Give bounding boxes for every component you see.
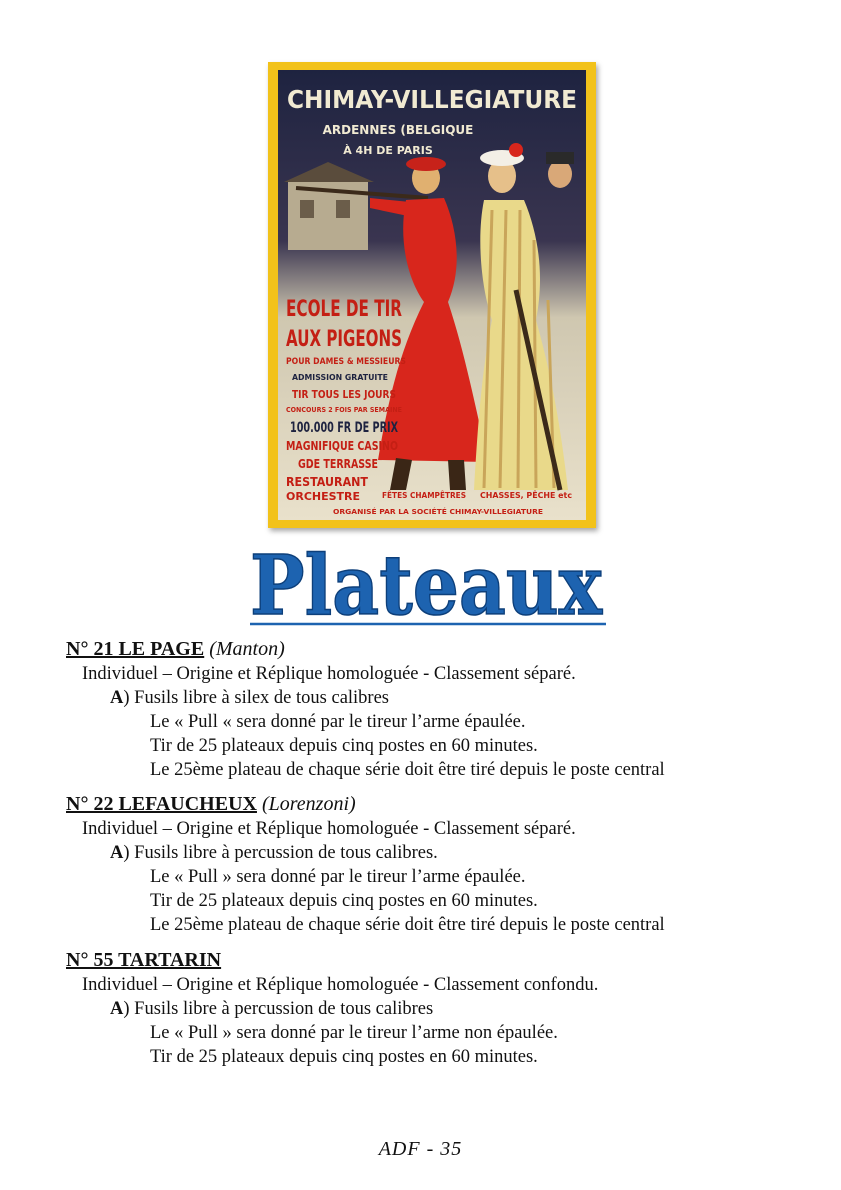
competition-category: Individuel – Origine et Réplique homologuée - Classement confondu. [82, 975, 599, 995]
poster-audience: POUR DAMES & MESSIEURS [286, 357, 406, 367]
chimay-poster [278, 70, 586, 520]
poster-organizer: ORGANISÉ PAR LA SOCIÉTÉ CHIMAY-VILLEGIATURE [333, 508, 530, 516]
competition-rule: Le 25ème plateau de chaque série doit être tiré depuis le poste central [150, 915, 665, 935]
competition-rule: Tir de 25 plateaux depuis cinq postes en 60 minutes. [150, 736, 538, 756]
weapon-text: ) Fusils libre à silex de tous calibres [123, 688, 390, 708]
weapon-prefix: A [110, 999, 124, 1019]
weapon-text: ) Fusils libre à percussion de tous calibres. [123, 843, 438, 863]
competition-rule: Le « Pull » sera donné par le tireur l’arme non épaulée. [150, 1023, 558, 1043]
poster-man-head [548, 160, 572, 188]
poster-events-left: FÊTES CHAMPÊTRES [382, 491, 474, 500]
competition-rule: Le 25ème plateau de chaque série doit être tiré depuis le poste central [150, 760, 665, 780]
competition-maker: (Lorenzoni) [261, 793, 356, 815]
poster-location: ARDENNES (BELGIQUE [322, 123, 474, 137]
poster-headline: CHIMAY-VILLEGIATURE [287, 85, 577, 114]
competition-rule: Le « Pull « sera donné par le tireur l’arme épaulée. [150, 712, 526, 732]
poster-casino: MAGNIFIQUE CASINO [286, 439, 398, 453]
poster-terrace: GDE TERRASSE [298, 457, 378, 471]
poster-daily: TIR TOUS LES JOURS [292, 388, 397, 401]
page-title [0, 528, 841, 638]
poster-man-hat [546, 152, 574, 164]
poster-admission: ADMISSION GRATUITE [292, 373, 388, 382]
competition-weapon [110, 998, 433, 1020]
poster-orchestra: ORCHESTRE [286, 490, 360, 503]
competition-number: N° 21 LE PAGE [66, 638, 205, 660]
poster-contests: CONCOURS 2 FOIS PAR SEMAINE [286, 406, 403, 414]
poster-events-right: CHASSES, PÊCHE etc [480, 491, 574, 500]
poster-woman-red-hat [406, 157, 446, 171]
competition-rule: Tir de 25 plateaux depuis cinq postes en 60 minutes. [150, 891, 538, 911]
poster-frame [268, 62, 596, 528]
poster-distance: À 4H DE PARIS [343, 144, 433, 157]
weapon-text: ) Fusils libre à percussion de tous calibres [123, 999, 434, 1019]
poster-school-line2: AUX PIGEONS [286, 327, 402, 352]
poster-window [336, 200, 350, 218]
competition-rule: Tir de 25 plateaux depuis cinq postes en 60 minutes. [150, 1047, 538, 1067]
weapon-prefix: A [110, 843, 124, 863]
competition-category: Individuel – Origine et Réplique homologuée - Classement séparé. [82, 664, 576, 684]
competition-maker: (Manton) [209, 638, 285, 660]
competition-heading [66, 638, 285, 660]
poster-prize: 100.000 FR DE PRIX [290, 420, 399, 436]
page-footer: ADF - 35 [378, 1138, 463, 1160]
poster-hat-flower [509, 143, 523, 157]
competition-weapon [110, 842, 438, 864]
competition-number: N° 22 LEFAUCHEUX [66, 793, 257, 815]
competition-heading [66, 793, 356, 815]
competition-category: Individuel – Origine et Réplique homologuée - Classement séparé. [82, 819, 576, 839]
weapon-prefix: A [110, 688, 124, 708]
competition-number: N° 55 TARTARIN [66, 949, 222, 971]
competition-rule: Le « Pull » sera donné par le tireur l’arme épaulée. [150, 867, 526, 887]
poster-school-line1: ECOLE DE TIR [286, 297, 403, 322]
page-title-text: Plateaux [250, 538, 603, 634]
competition-weapon [110, 687, 389, 709]
poster-window [300, 200, 314, 218]
poster-restaurant: RESTAURANT [286, 475, 369, 489]
competition-heading [66, 949, 221, 971]
